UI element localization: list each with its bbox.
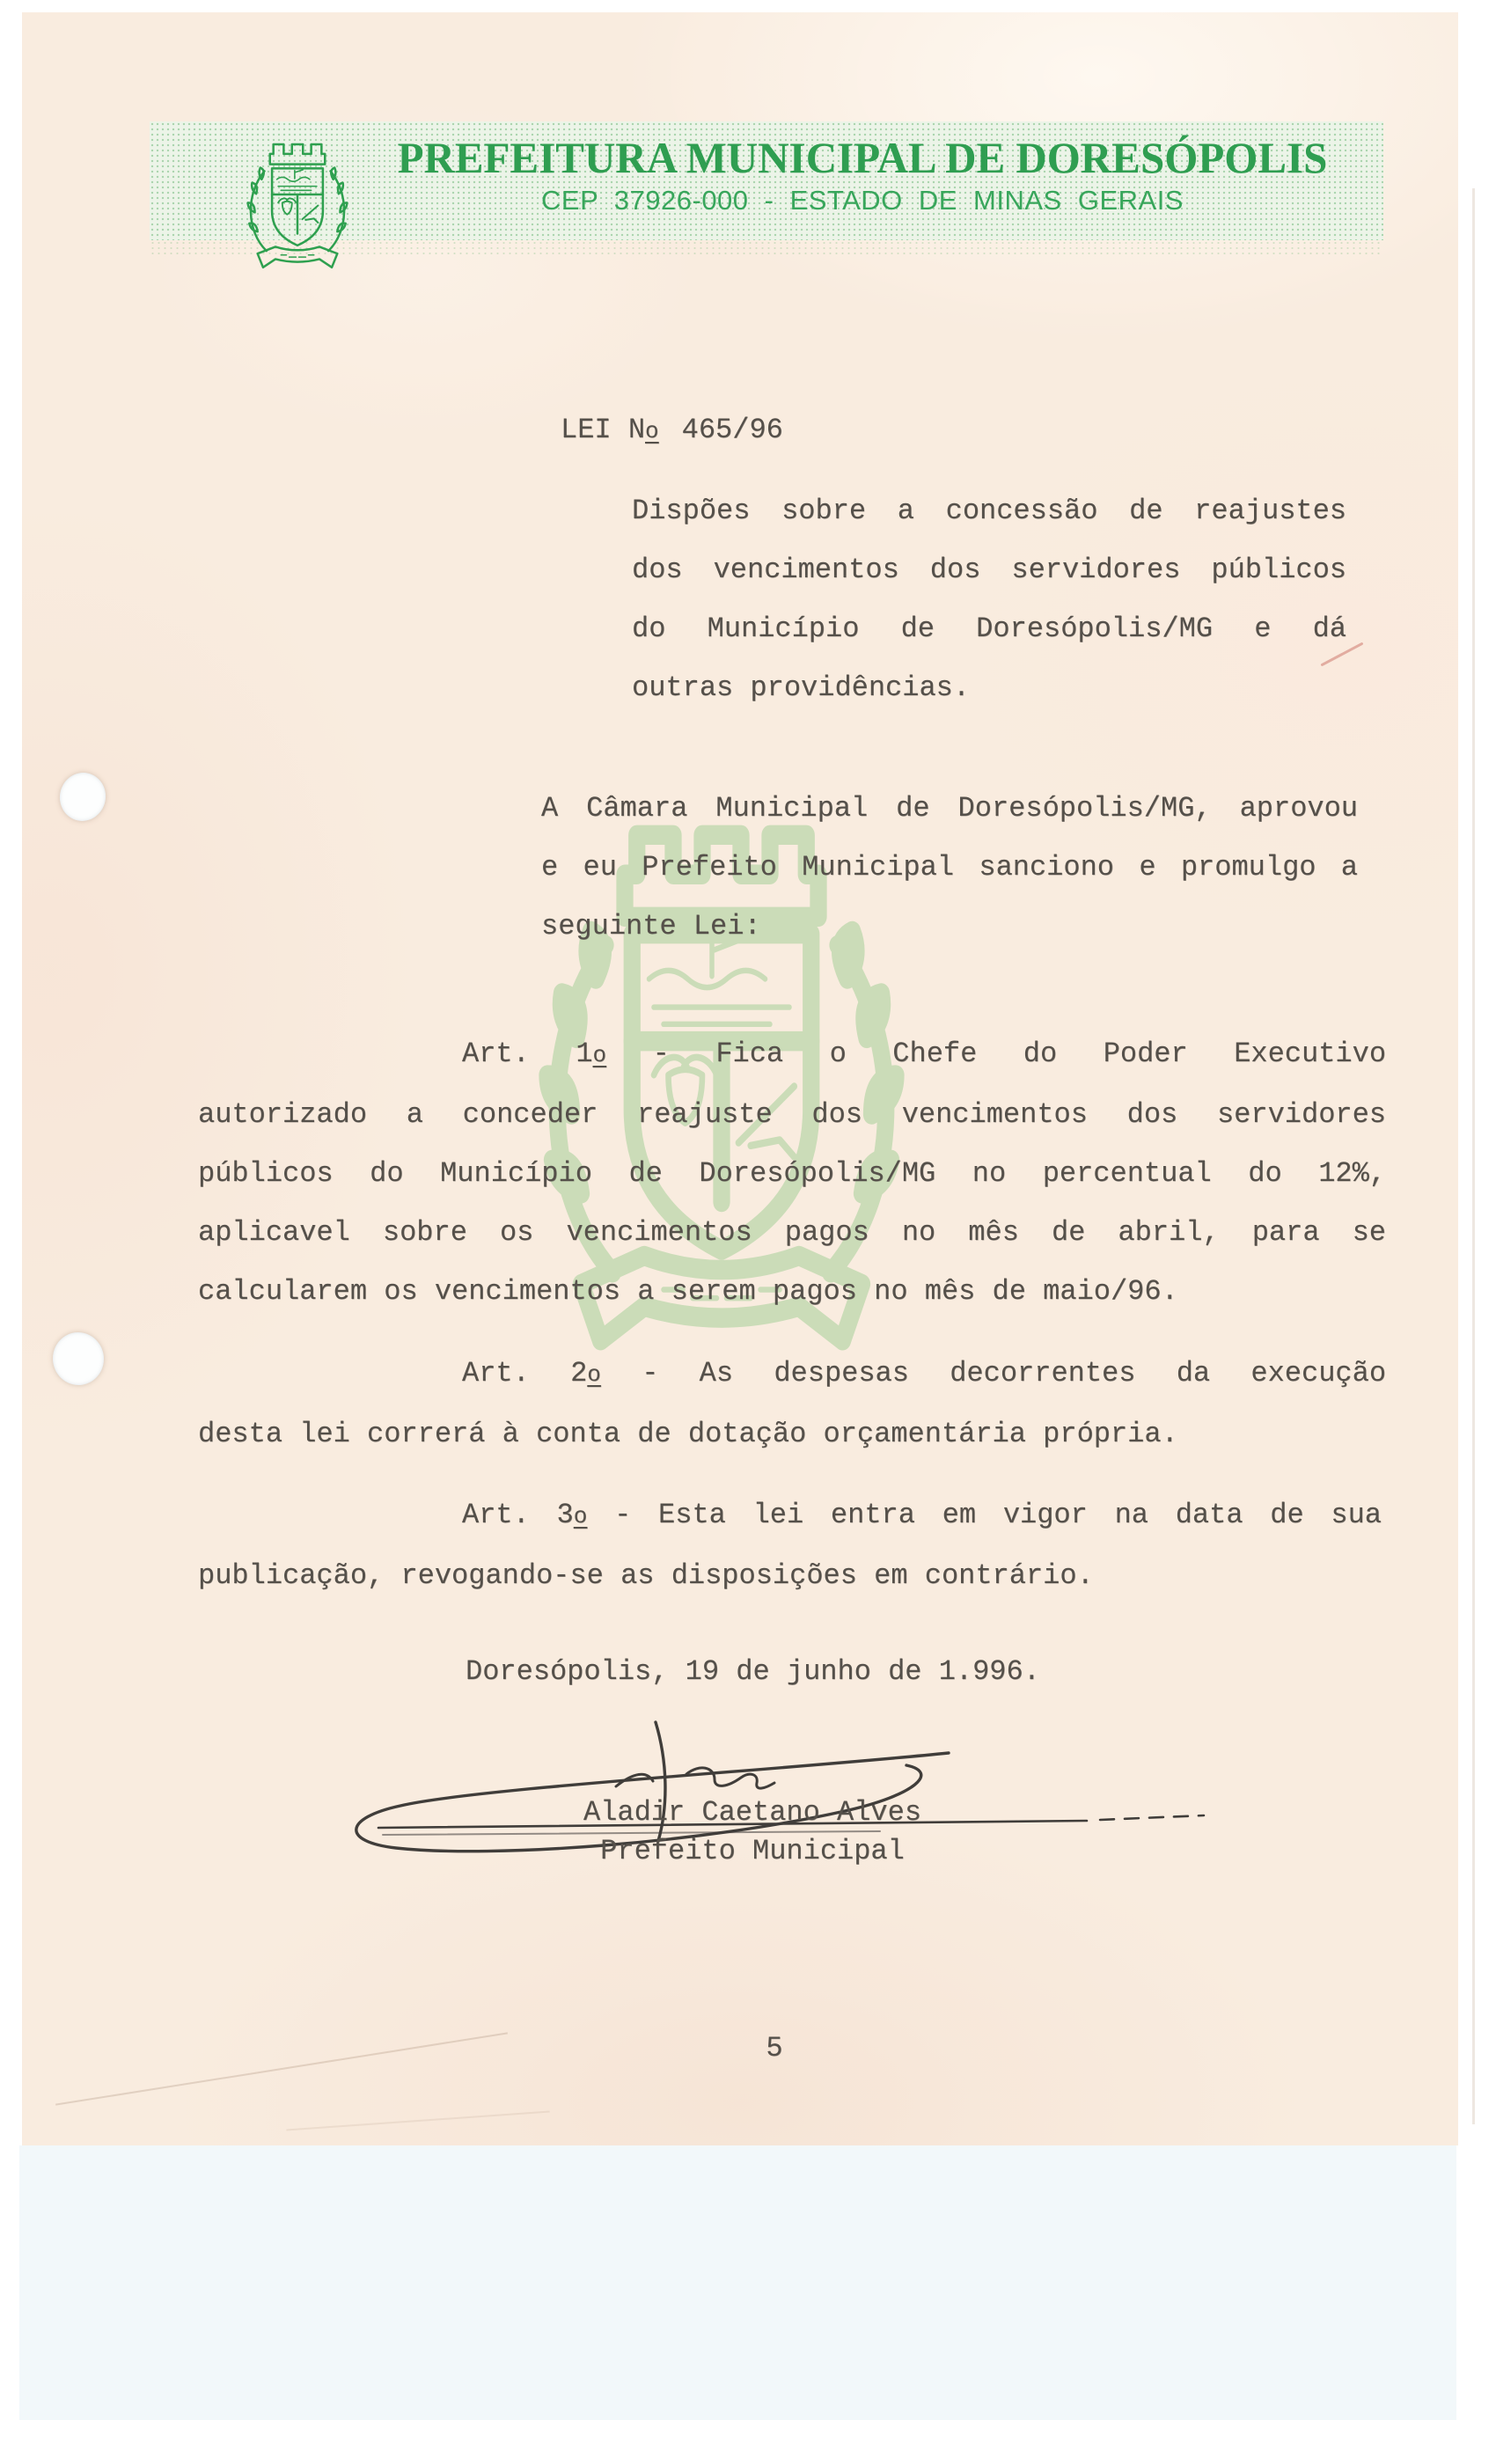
law-preamble [541,779,1358,956]
municipal-crest-icon [225,128,370,276]
article-ordinal: o [587,1361,601,1388]
paper-edge-shadow [1472,188,1475,2124]
article-1-line: aplicavel sobre os vencimentos pagos no mês de abril, para se [198,1216,1386,1249]
article-1-line: públicos do Município de Doresópolis/MG no percentual do 12%, [198,1157,1386,1190]
letterhead-titles [370,132,1355,218]
article-3-heading-line [198,1485,1382,1546]
article-label: Art. [462,1038,530,1070]
article-1-heading-line [198,1024,1386,1085]
law-number-heading [561,400,783,461]
article-2-line: desta lei correrá à conta de dotação orçamentária própria. [198,1418,1178,1450]
scanner-background-band [19,2145,1456,2420]
letterhead-subtitle: CEP 37926-000 - ESTADO DE MINAS GERAIS [541,185,1184,216]
signature-block [453,1793,1052,1871]
summary-line: dos vencimentos dos servidores públicos [632,554,1346,586]
article-number-digit: 3 [556,1499,574,1531]
article-3-line: publicação, revogando-se as disposições em contrário. [198,1559,1094,1592]
preamble-line: seguinte Lei: [541,910,761,942]
article-number-digit: 1 [576,1038,593,1070]
article-1-line: calcularem os vencimentos a serem pagos no mês de maio/96. [198,1275,1178,1308]
article-3 [198,1485,1382,1605]
article-ordinal: o [592,1042,607,1068]
letterhead-title: PREFEITURA MUNICIPAL DE DORESÓPOLIS [397,133,1328,182]
signer-name: Aladir Caetano Alves [583,1796,922,1829]
law-heading-prefix: LEI N [561,414,646,446]
article-2 [198,1344,1386,1463]
article-1 [198,1024,1386,1321]
page-number: 5 [766,2032,783,2064]
preamble-line: A Câmara Municipal de Doresópolis/MG, aprovou [541,792,1358,825]
article-3-text: - Esta lei entra em vigor na data de sua [614,1499,1382,1531]
article-2-heading-line [198,1344,1386,1404]
dateline: Doresópolis, 19 de junho de 1.996. [466,1655,1040,1688]
preamble-line: e eu Prefeito Municipal sanciono e promulgo a [541,851,1358,884]
paper-crease [286,2111,549,2131]
article-label: Art. [462,1357,530,1390]
article-label: Art. [462,1499,530,1531]
law-summary [632,481,1346,717]
article-2-text: - As despesas decorrentes da execução [642,1357,1387,1390]
law-heading-ordinal: o [645,418,659,444]
article-number [557,1499,588,1531]
summary-line: outras providências. [632,671,971,704]
article-ordinal: o [573,1503,588,1529]
summary-line: do Município de Doresópolis/MG e dá [632,612,1346,645]
law-heading-number: 465/96 [681,414,783,446]
article-number [570,1357,601,1390]
article-number-digit: 2 [570,1357,588,1390]
article-number [576,1038,606,1070]
signer-role: Prefeito Municipal [600,1835,905,1867]
paper-crease [55,2032,508,2105]
summary-line: Dispões sobre a concessão de reajustes [632,495,1346,527]
article-1-text: - Fica o Chefe do Poder Executivo [652,1038,1387,1070]
article-1-line: autorizado a conceder reajuste dos vencimentos dos servidores [198,1098,1386,1131]
